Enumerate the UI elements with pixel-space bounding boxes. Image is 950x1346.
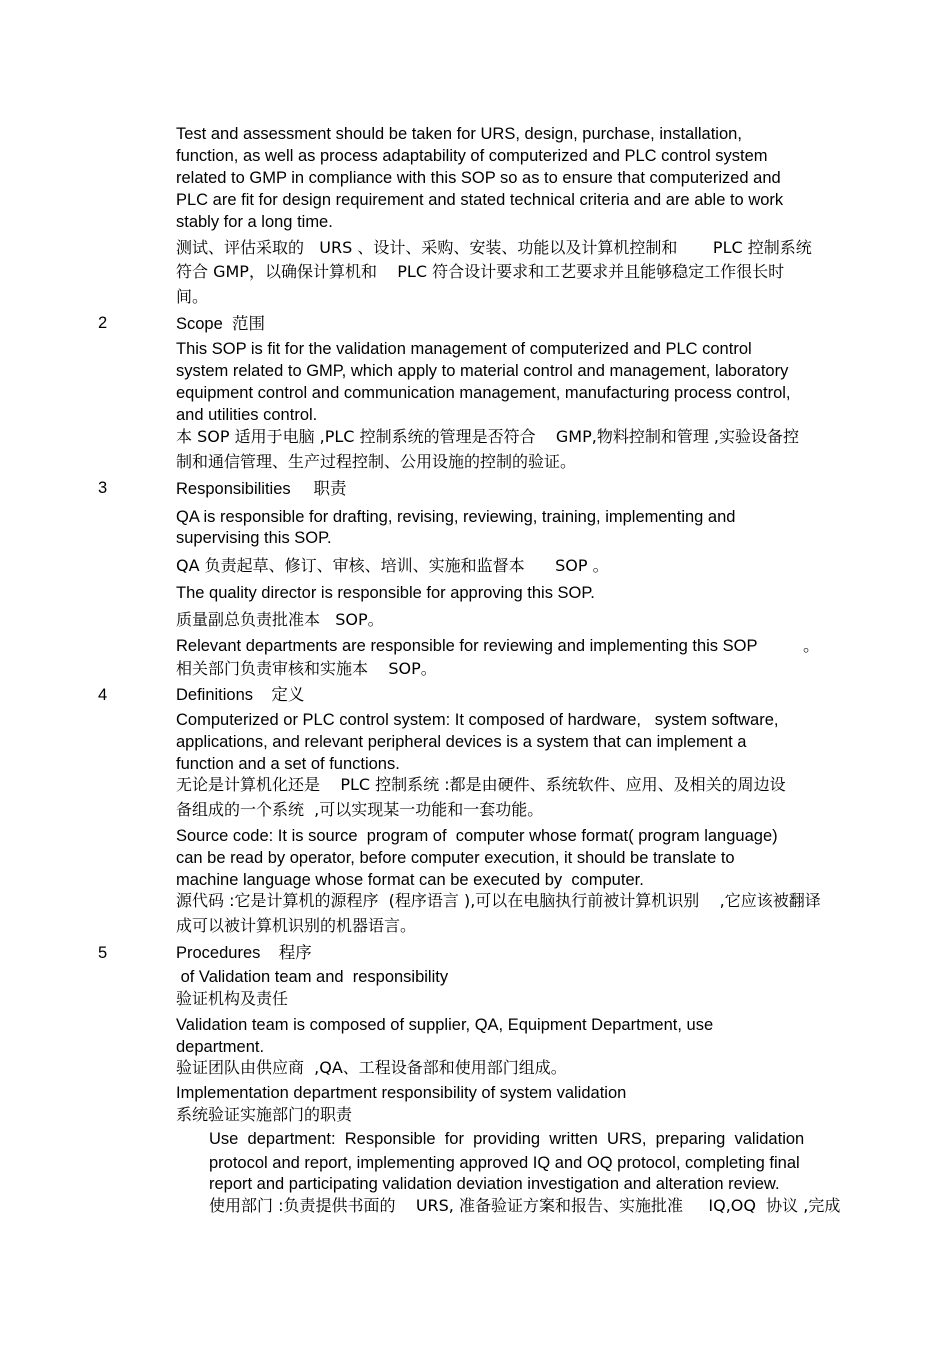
proc-use-dept-en-line: Use department: Responsible for providing written URS, preparing validation (209, 1130, 805, 1148)
proc-team-en-line: department. (176, 1038, 265, 1056)
def-plc-en-line: applications, and relevant peripheral devices is a system that can implement a (176, 733, 747, 751)
resp-dept-en-line: Relevant departments are responsible for reviewing and implementing this SOP 。 (176, 637, 820, 655)
purpose-en-line: function, as well as process adaptability of computerized and PLC control system (176, 147, 768, 165)
purpose-en-line: Test and assessment should be taken for URS, design, purchase, installation, (176, 125, 742, 143)
purpose-en-line: related to GMP in compliance with this SOP so as to ensure that computerized and (176, 169, 781, 187)
resp-dept-zh-line: 相关部门负责审核和实施本 SOP。 (176, 659, 437, 678)
def-source-zh-line: 源代码 :它是计算机的源程序 (程序语言 ),可以在电脑执行前被计算机识别 ,它应该被翻译 (176, 891, 821, 910)
def-plc-en-line: function and a set of functions. (176, 755, 400, 773)
scope-en-line: This SOP is fit for the validation management of computerized and PLC control (176, 340, 752, 358)
proc-use-dept-zh-line: 使用部门 :负责提供书面的 URS, 准备验证方案和报告、实施批准 IQ,OQ 协议 ,完成 (209, 1196, 841, 1215)
section-heading-responsibilities: Responsibilities 职责 (176, 480, 347, 498)
proc-team-title-zh: 验证机构及责任 (176, 989, 289, 1008)
scope-en-line: system related to GMP, which apply to material control and management, laboratory (176, 362, 789, 380)
section-heading-scope: Scope 范围 (176, 315, 265, 333)
scope-zh-line: 本 SOP 适用于电脑 ,PLC 控制系统的管理是否符合 GMP,物料控制和管理 ,实验设备控 (176, 427, 800, 446)
section-number: 4 (98, 686, 108, 704)
def-source-en-line: machine language whose format can be executed by computer. (176, 871, 644, 889)
resp-qa-zh-line: QA 负责起草、修订、审核、培训、实施和监督本 SOP 。 (176, 556, 609, 575)
proc-team-zh-line: 验证团队由供应商 ,QA、工程设备部和使用部门组成。 (176, 1058, 567, 1077)
proc-use-dept-en-line: protocol and report, implementing approved IQ and OQ protocol, completing final (209, 1154, 800, 1172)
scope-zh-line: 制和通信管理、生产过程控制、公用设施的控制的验证。 (176, 452, 577, 471)
scope-en-line: and utilities control. (176, 406, 318, 424)
section-number: 2 (98, 314, 108, 332)
purpose-zh-line: 符合 GMP，以确保计算机和 PLC 符合设计要求和工艺要求并且能够稳定工作很长时 (176, 262, 785, 281)
def-plc-en-line: Computerized or PLC control system: It composed of hardware, system software, (176, 711, 779, 729)
proc-impl-title-en: Implementation department responsibility of system validation (176, 1084, 627, 1102)
purpose-zh-line: 测试、评估采取的 URS 、设计、采购、安装、功能以及计算机控制和 PLC 控制系统 (176, 238, 812, 257)
section-heading-definitions: Definitions 定义 (176, 686, 305, 704)
resp-director-en-line: The quality director is responsible for approving this SOP. (176, 584, 595, 602)
resp-director-zh-line: 质量副总负责批准本 SOP。 (176, 610, 384, 629)
def-source-zh-line: 成可以被计算机识别的机器语言。 (176, 916, 417, 935)
section-number: 5 (98, 944, 108, 962)
section-number: 3 (98, 479, 108, 497)
proc-team-title-en: of Validation team and responsibility (176, 968, 449, 986)
proc-use-dept-en-line: report and participating validation deviation investigation and alteration review. (209, 1175, 780, 1193)
purpose-en-line: PLC are fit for design requirement and stated technical criteria and are able to work (176, 191, 784, 209)
def-plc-zh-line: 无论是计算机化还是 PLC 控制系统 :都是由硬件、系统软件、应用、及相关的周边设 (176, 775, 786, 794)
resp-qa-en-line: supervising this SOP. (176, 529, 332, 547)
proc-impl-title-zh: 系统验证实施部门的职责 (176, 1105, 353, 1124)
section-heading-procedures: Procedures 程序 (176, 944, 312, 962)
def-source-en-line: can be read by operator, before computer execution, it should be translate to (176, 849, 735, 867)
def-source-en-line: Source code: It is source program of computer whose format( program language) (176, 827, 778, 845)
purpose-zh-line: 间。 (176, 287, 209, 306)
proc-team-en-line: Validation team is composed of supplier, QA, Equipment Department, use (176, 1016, 714, 1034)
scope-en-line: equipment control and communication management, manufacturing process control, (176, 384, 791, 402)
resp-qa-en-line: QA is responsible for drafting, revising, reviewing, training, implementing and (176, 508, 736, 526)
purpose-en-line: stably for a long time. (176, 213, 333, 231)
def-plc-zh-line: 备组成的一个系统 ,可以实现某一功能和一套功能。 (176, 800, 544, 819)
